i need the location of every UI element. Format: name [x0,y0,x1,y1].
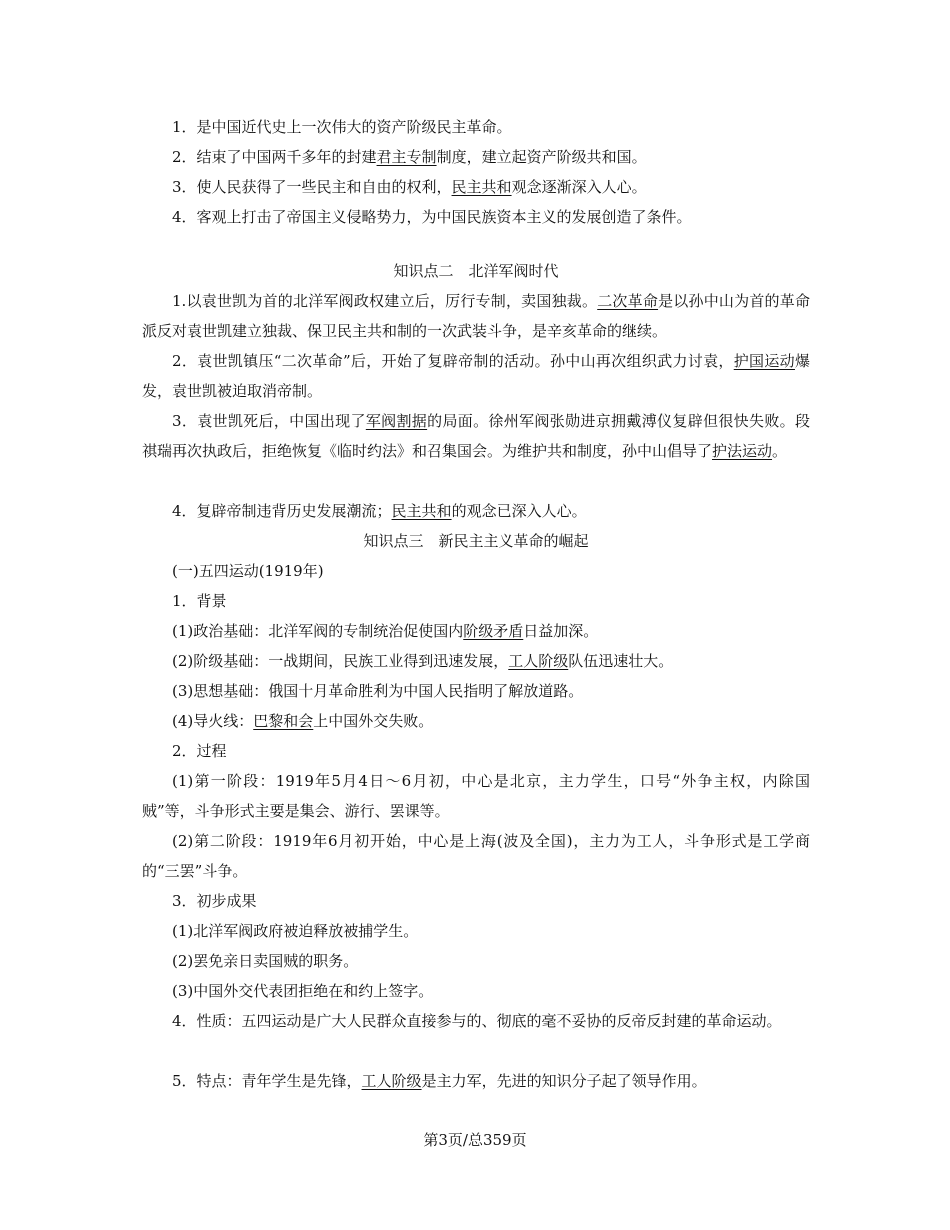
underlined-term: 君主专制 [376,148,437,166]
paragraph: 1.以袁世凯为首的北洋军阀政权建立后，厉行专制，卖国独裁。二次革命是以孙中山为首的革命派反对袁世凯建立独裁、保卫民主共和制的一次武装斗争，是辛亥革命的继续。 [142,292,810,340]
list-item: (1)政治基础：北洋军阀的专制统治促使国内阶级矛盾日益加深。 [172,622,599,640]
paragraph: 4．复辟帝制违背历史发展潮流；民主共和的观念已深入人心。 [172,502,587,520]
subheading: (一)五四运动(1919年) [172,562,324,580]
underlined-term: 工人阶级 [361,1072,422,1090]
section-heading: 知识点二 北洋军阀时代 [393,262,559,280]
paragraph: 4．客观上打击了帝国主义侵略势力，为中国民族资本主义的发展创造了条件。 [172,208,692,226]
underlined-term: 护法运动 [712,442,773,460]
underlined-term: 巴黎和会 [253,712,314,730]
paragraph: 2．袁世凯镇压“二次革命”后，开始了复辟帝制的活动。孙中山再次组织武力讨袁，护国运动爆发，袁世凯被迫取消帝制。 [142,352,810,400]
underlined-term: 护国运动 [733,352,795,370]
list-item: (2)罢免亲日卖国贼的职务。 [172,952,359,970]
list-item: (2)阶级基础：一战期间，民族工业得到迅速发展，工人阶级队伍迅速壮大。 [172,652,674,670]
underlined-term: 阶级矛盾 [463,622,524,640]
page-number: 第3页/总359页 [423,1131,527,1149]
list-item: (3)思想基础：俄国十月革命胜利为中国人民指明了解放道路。 [172,682,584,700]
underlined-term: 军阀割据 [365,412,428,430]
underlined-term: 工人阶级 [508,652,569,670]
underlined-term: 民主共和 [451,178,512,196]
item-title: 3．初步成果 [172,892,257,910]
list-item: (1)北洋军阀政府被迫释放被捕学生。 [172,922,419,940]
paragraph: 3．袁世凯死后，中国出现了军阀割据的局面。徐州军阀张勋进京拥戴溥仪复辟但很快失败。段祺瑞再次执政后，拒绝恢复《临时约法》和召集国会。为维护共和制度，孙中山倡导了护法运动。 [142,412,810,460]
item-title: 2．过程 [172,742,227,760]
paragraph: 4．性质：五四运动是广大人民群众直接参与的、彻底的毫不妥协的反帝反封建的革命运动。 [172,1012,782,1030]
underlined-term: 二次革命 [597,292,659,310]
paragraph: 3．使人民获得了一些民主和自由的权利，民主共和观念逐渐深入人心。 [172,178,647,196]
list-item: (1)第一阶段：1919年5月4日～6月初，中心是北京，主力学生，口号“外争主权，内除国贼”等，斗争形式主要是集会、游行、罢课等。 [142,772,810,820]
section-heading: 知识点三 新民主主义革命的崛起 [363,532,589,550]
paragraph: 1．是中国近代史上一次伟大的资产阶级民主革命。 [172,118,512,136]
list-item: (2)第二阶段：1919年6月初开始，中心是上海(波及全国)，主力为工人，斗争形式是工学商的“三罢”斗争。 [142,832,810,880]
underlined-term: 民主共和 [391,502,452,520]
paragraph: 2．结束了中国两千多年的封建君主专制制度，建立起资产阶级共和国。 [172,148,647,166]
list-item: (4)导火线：巴黎和会上中国外交失败。 [172,712,434,730]
item-title: 1．背景 [172,592,227,610]
list-item: (3)中国外交代表团拒绝在和约上签字。 [172,982,434,1000]
paragraph: 5．特点：青年学生是先锋，工人阶级是主力军，先进的知识分子起了领导作用。 [172,1072,707,1090]
